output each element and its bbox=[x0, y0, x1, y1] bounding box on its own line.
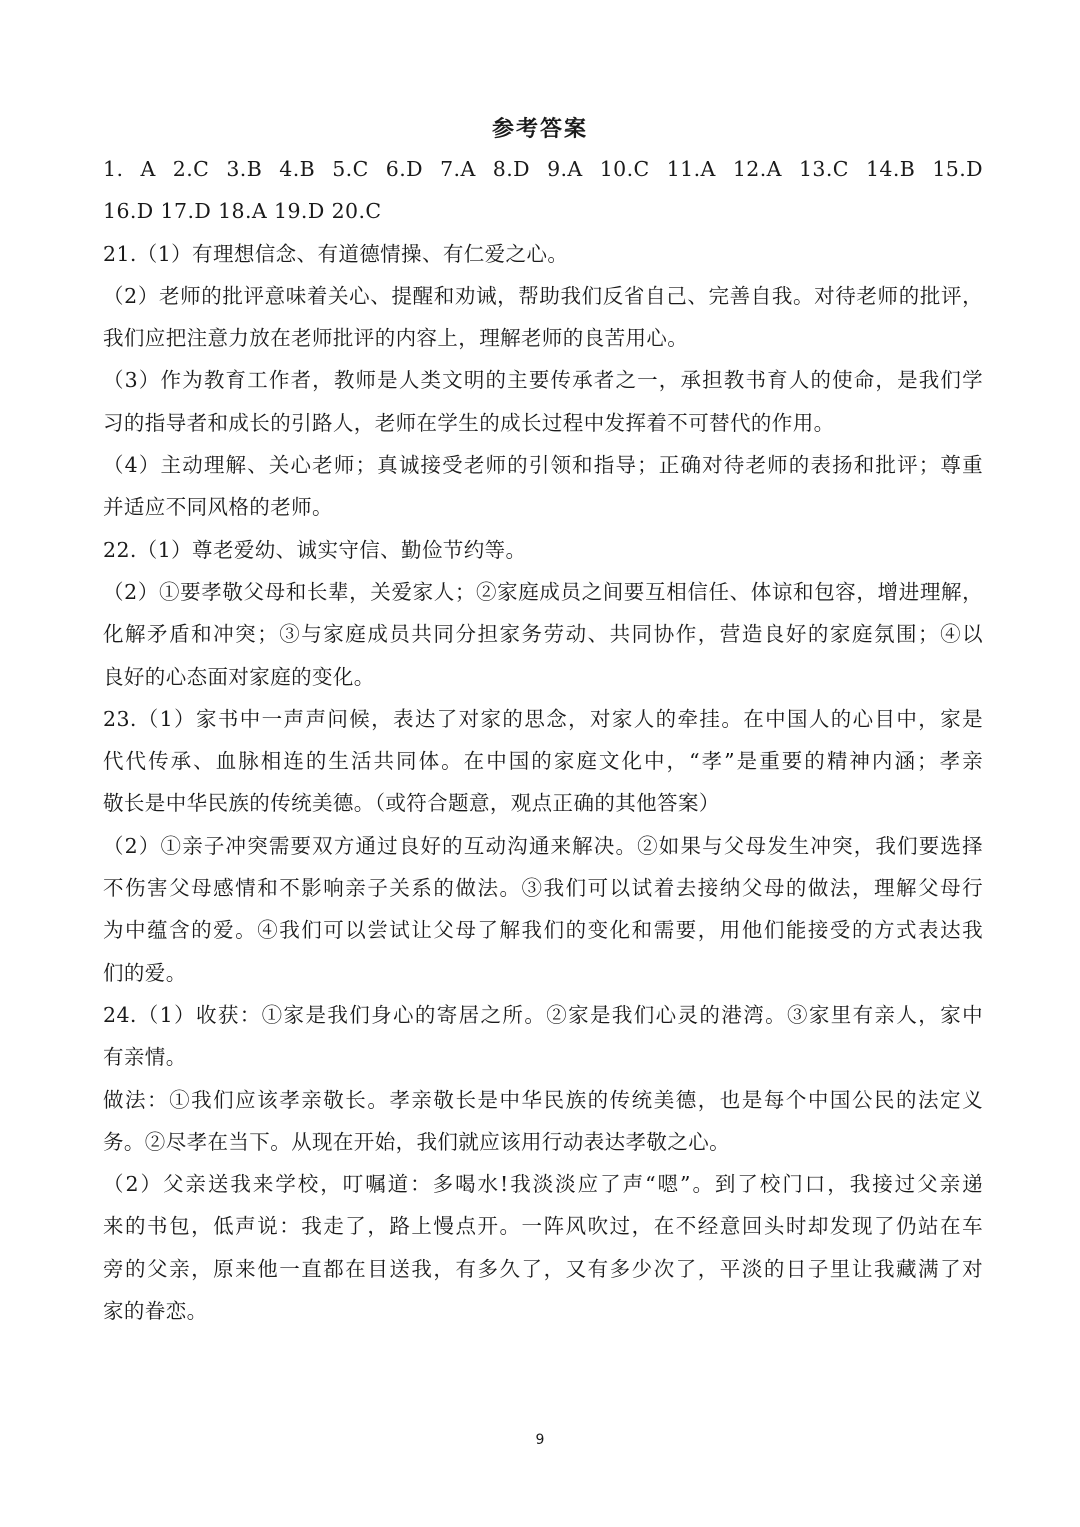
choice-answers-row-1: 1. A 2.C 3.B 4.B 5.C 6.D 7.A 8.D 9.A 10.C 11.A 12.A 13.C 14.B 15.D bbox=[103, 157, 983, 181]
q23-part2-line2: 不伤害父母感情和不影响亲子关系的做法。③我们可以试着去接纳父母的做法，理解父母行 bbox=[103, 876, 983, 901]
q22-part1: 22.（1）尊老爱幼、诚实守信、勤俭节约等。 bbox=[103, 537, 527, 562]
q24-part2-line2: 来的书包，低声说：我走了，路上慢点开。一阵风吹过，在不经意回头时却发现了仍站在车 bbox=[103, 1214, 983, 1239]
q23-part1-line2: 代代传承、血脉相连的生活共同体。在中国的家庭文化中，“孝”是重要的精神内涵；孝亲 bbox=[103, 749, 983, 774]
q24-part2-line1: （2）父亲送我来学校，叮嘱道：多喝水!我淡淡应了声“嗯”。到了校门口，我接过父亲递 bbox=[103, 1172, 983, 1197]
q24-part2-line4: 家的眷恋。 bbox=[103, 1299, 208, 1324]
q23-part1-line3: 敬长是中华民族的传统美德。（或符合题意，观点正确的其他答案） bbox=[103, 791, 720, 816]
q24-part2-line3: 旁的父亲，原来他一直都在目送我，有多久了，又有多少次了，平淡的日子里让我藏满了对 bbox=[103, 1256, 983, 1281]
q22-part2-line2: 化解矛盾和冲突；③与家庭成员共同分担家务劳动、共同协作，营造良好的家庭氛围；④以 bbox=[103, 622, 983, 647]
q21-part4-line2: 并适应不同风格的老师。 bbox=[103, 495, 333, 520]
q21-part2-line2: 我们应把注意力放在老师批评的内容上，理解老师的良苦用心。 bbox=[103, 326, 689, 351]
q24-part1-line1: 24.（1）收获：①家是我们身心的寄居之所。②家是我们心灵的港湾。③家里有亲人，家中 bbox=[103, 1002, 983, 1027]
q21-part4-line1: （4）主动理解、关心老师；真诚接受老师的引领和指导；正确对待老师的表扬和批评；尊重 bbox=[103, 453, 983, 478]
q24-method-line2: 务。②尽孝在当下。从现在开始，我们就应该用行动表达孝敬之心。 bbox=[103, 1129, 730, 1154]
q21-part3-line2: 习的指导者和成长的引路人，老师在学生的成长过程中发挥着不可替代的作用。 bbox=[103, 410, 835, 435]
page-title: 参考答案 bbox=[491, 116, 588, 142]
q24-method-line1: 做法：①我们应该孝亲敬长。孝亲敬长是中华民族的传统美德，也是每个中国公民的法定义 bbox=[103, 1087, 983, 1112]
choice-answers-row-2: 16.D 17.D 18.A 19.D 20.C bbox=[103, 199, 382, 224]
q23-part2-line3: 为中蕴含的爱。④我们可以尝试让父母了解我们的变化和需要，用他们能接受的方式表达我 bbox=[103, 918, 983, 943]
q23-part2-line4: 们的爱。 bbox=[103, 960, 187, 985]
q21-part2-line1: （2）老师的批评意味着关心、提醒和劝诫，帮助我们反省自己、完善自我。对待老师的批评， bbox=[103, 283, 983, 308]
q21-part1: 21.（1）有理想信念、有道德情操、有仁爱之心。 bbox=[103, 241, 569, 266]
q22-part2-line3: 良好的心态面对家庭的变化。 bbox=[103, 664, 375, 689]
q22-part2-line1: （2）①要孝敬父母和长辈，关爱家人；②家庭成员之间要互相信任、体谅和包容，增进理解， bbox=[103, 579, 983, 604]
q23-part1-line1: 23.（1）家书中一声声问候，表达了对家的思念，对家人的牵挂。在中国人的心目中，家是 bbox=[103, 706, 983, 731]
answer-content bbox=[103, 148, 983, 1332]
q24-part1-line2: 有亲情。 bbox=[103, 1045, 187, 1070]
page-number: 9 bbox=[535, 1432, 545, 1448]
q21-part3-line1: （3）作为教育工作者，教师是人类文明的主要传承者之一，承担教书育人的使命，是我们学 bbox=[103, 368, 983, 393]
q23-part2-line1: （2）①亲子冲突需要双方通过良好的互动沟通来解决。②如果与父母发生冲突，我们要选择 bbox=[103, 833, 983, 858]
